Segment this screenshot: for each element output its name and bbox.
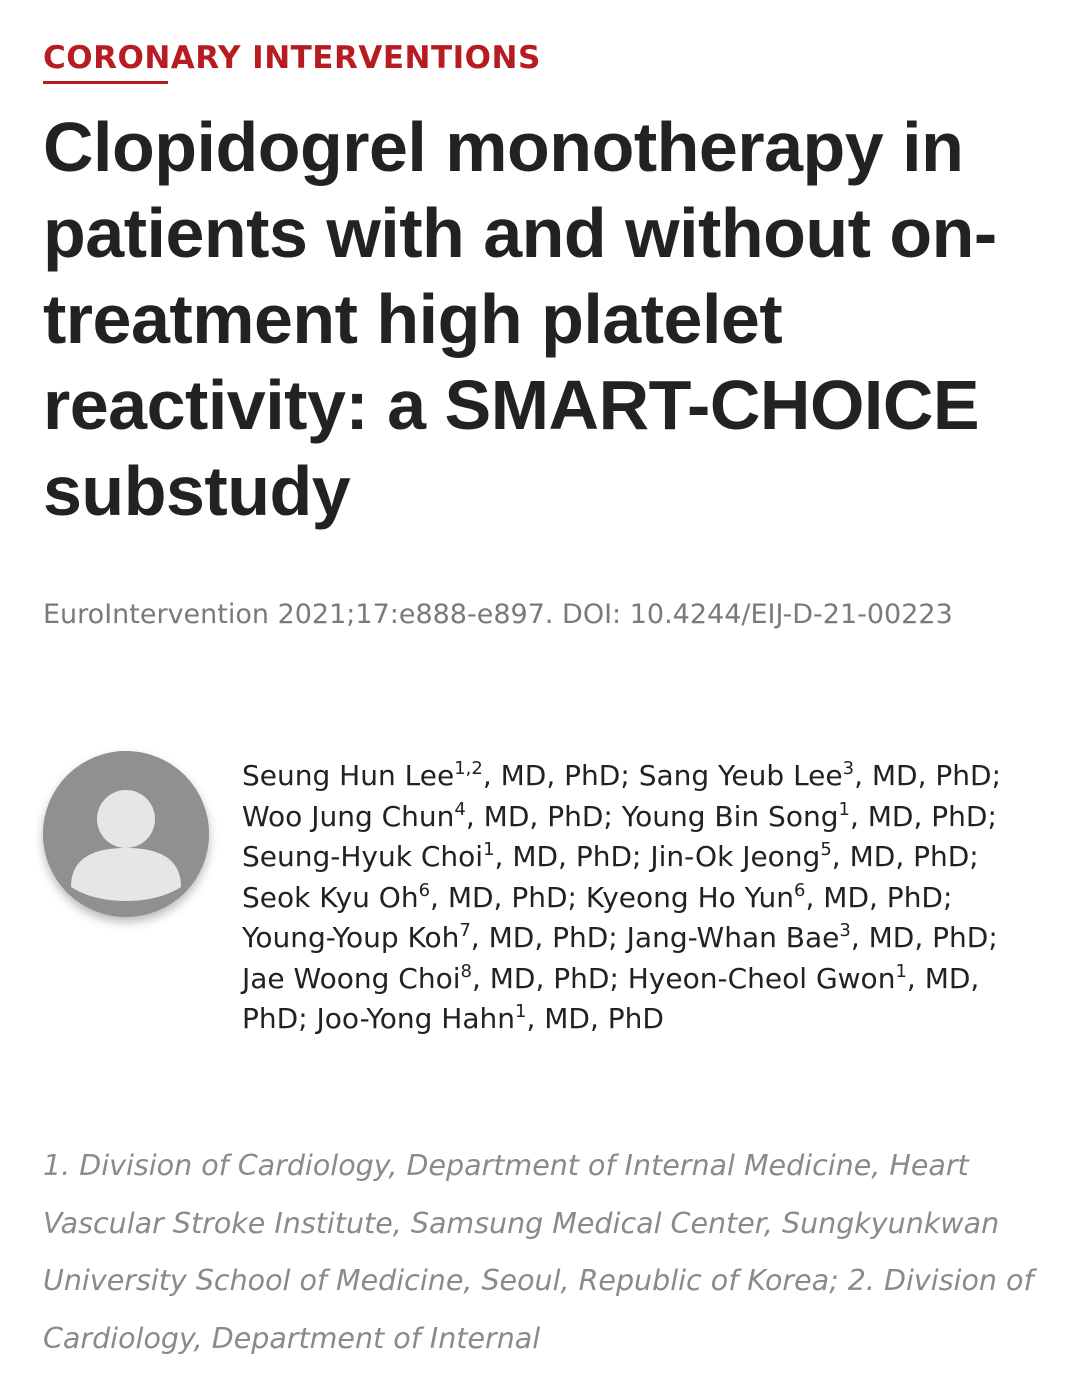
author-degree: , MD, PhD; — [430, 880, 586, 914]
author-name: Jae Woong Choi — [242, 961, 461, 995]
author-entry — [242, 881, 586, 914]
author-degree: , MD, PhD; — [465, 799, 622, 833]
author-affiliation-sup: 1 — [483, 839, 495, 860]
author-entry — [242, 962, 628, 995]
affiliations: 1. Division of Cardiology, Department of Internal Medicine, Heart Vascular Stroke Institute, Samsung Medical Center, Sungkyunkwan University School of Medicine, Seoul, Republic of Korea; 2. Division of Cardiology, Department of Internal — [43, 1149, 1034, 1355]
author-affiliation-sup: 5 — [820, 839, 832, 860]
author-degree: , MD, PhD; — [831, 840, 979, 873]
author-affiliation-sup: 7 — [459, 920, 471, 941]
author-name: Woo Jung Chun — [242, 799, 455, 833]
author-entry — [242, 921, 627, 954]
author-list — [242, 756, 1037, 1040]
author-entry — [586, 881, 953, 914]
author-affiliation-sup: 3 — [839, 920, 851, 941]
author-degree: , MD, PhD; — [849, 799, 997, 833]
author-affiliation-sup: 1 — [838, 798, 850, 820]
author-affiliation-sup: 4 — [454, 798, 466, 820]
author-name: Jang-Whan Bae — [626, 921, 840, 954]
author-affiliation-sup: 6 — [794, 879, 806, 901]
author-name: Kyeong Ho Yun — [585, 880, 795, 914]
author-degree: , MD, PhD; — [805, 880, 953, 914]
author-name: Sang Yeub Lee — [638, 759, 843, 792]
author-degree: , MD, PhD; — [854, 759, 1002, 792]
author-affiliation-sup: 6 — [418, 879, 431, 901]
author-name: Young Bin Song — [621, 799, 839, 833]
author-entry — [242, 840, 650, 873]
author-name: Seok Kyu Oh — [242, 880, 419, 914]
user-placeholder-icon — [43, 751, 209, 917]
author-affiliation-sup: 1,2 — [454, 758, 483, 779]
author-name: Jin-Ok Jeong — [650, 840, 821, 873]
author-affiliation-sup: 1 — [895, 960, 907, 982]
author-affiliation-sup: 3 — [842, 758, 855, 779]
category-underline — [43, 81, 168, 84]
author-affiliation-sup: 1 — [515, 1001, 527, 1022]
author-degree: , MD, PhD; — [470, 921, 627, 954]
author-name: Seung Hun Lee — [242, 759, 455, 792]
author-affiliation-sup: 8 — [460, 960, 472, 982]
author-degree: , MD, PhD; — [242, 961, 980, 1035]
author-entry — [639, 759, 1001, 792]
author-degree: , MD, PhD; — [494, 840, 651, 873]
author-degree: , MD, PhD; — [471, 961, 628, 995]
author-degree: , MD, PhD; — [850, 921, 998, 954]
author-degree: , MD, PhD; — [482, 759, 639, 792]
author-entry — [622, 800, 997, 833]
author-entry — [627, 921, 998, 954]
avatar — [43, 751, 209, 917]
author-name: Seung-Hyuk Choi — [242, 840, 484, 873]
category-link[interactable]: CORONARY INTERVENTIONS — [43, 40, 541, 76]
author-entry — [242, 800, 622, 833]
author-degree: , MD, PhD — [526, 1002, 664, 1035]
author-name: Joo-Yong Hahn — [316, 1002, 515, 1035]
author-name: Hyeon-Cheol Gwon — [627, 961, 896, 995]
article-title: Clopidogrel monotherapy in patients with and without on-treatment high platelet reactivity: a SMART-CHOICE substudy — [43, 108, 997, 530]
author-name: Young-Youp Koh — [242, 921, 460, 954]
author-entry — [317, 1002, 664, 1035]
author-entry — [650, 840, 978, 873]
author-entry — [242, 759, 639, 792]
citation-doi: EuroIntervention 2021;17:e888-e897. DOI: 10.4244/EIJ-D-21-00223 — [43, 599, 953, 630]
